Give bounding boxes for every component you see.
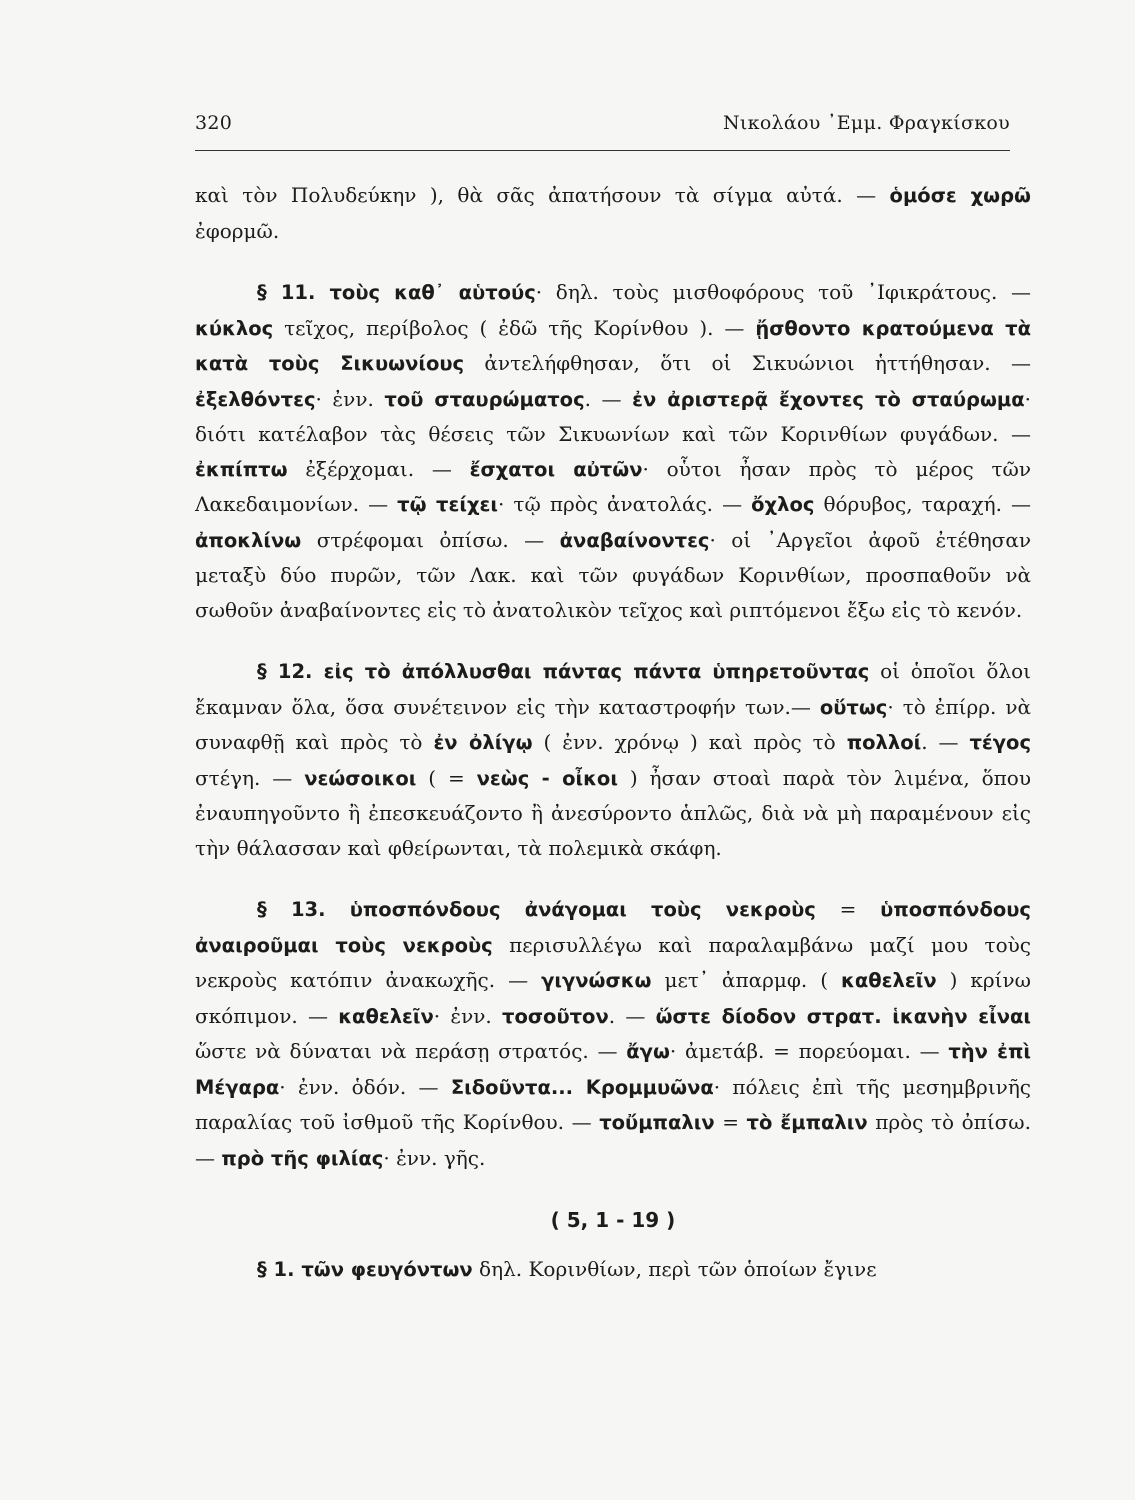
gloss-text: · τὸ ἐπίρρ. νὰ συναφθῇ καὶ πρὸς τὸ (195, 694, 1031, 754)
gloss-text: = (815, 897, 881, 921)
lemma-term: εἰς τὸ ἀπόλλυσθαι πάντας πάντα ὑπηρετοῦντας (323, 660, 870, 683)
lemma-term: § 11. (257, 281, 330, 304)
lemma-term: κύκλος (195, 316, 274, 340)
paragraph-1 (195, 178, 1031, 248)
gloss-text: · οἱ ᾿Αργεῖοι ἀφοῦ ἐτέθησαν μεταξὺ δύο πυρῶν, τῶν Λακ. καὶ τῶν φυγάδων Κορινθίων, προσπαθοῦν νὰ σωθοῦν ἀναβαίνοντες εἰς τὸ ἀνατολικὸν τεῖχος καὶ ριπτόμενοι ἔξω εἰς τὸ κενόν. (195, 527, 1031, 622)
gloss-text: ) ἦσαν στοαὶ παρὰ τὸν λιμένα, ὅπου ἐναυπηγοῦντο ἢ ἐπεσκευάζοντο ἢ ἀνεσύροντο ἁπλῶς, διὰ νὰ μὴ παραμένουν εἰς τὴν θάλασσαν καὶ φθείρωνται, τὰ πολεμικὰ σκάφη. (195, 765, 1031, 860)
gloss-text: ἐξέρχομαι. — (287, 456, 470, 481)
lemma-term: ὁμόσε χωρῶ (889, 184, 1032, 207)
lemma-term: τῶν φευγόντων (301, 1257, 473, 1281)
lemma-term: οὕτως (819, 695, 888, 719)
lemma-term: § 12. (257, 660, 324, 683)
gloss-text: μετ᾿ ἀπαρμφ. ( (651, 968, 842, 992)
lemma-term: ἐξελθόντες (195, 387, 316, 411)
lemma-term: Σιδοῦντα... Κρομμυῶνα (450, 1075, 714, 1099)
gloss-text: · ἐνν. ὁδόν. — (279, 1074, 451, 1099)
gloss-text: οἱ ὁποῖοι ὅλοι ἔκαμναν ὅλα, ὅσα συνέτεινον εἰς τὴν καταστροφήν των.— (195, 659, 1032, 719)
lemma-term: ἀναβαίνοντες (559, 528, 710, 552)
gloss-text: καὶ τὸν Πολυδεύκην ), θὰ σᾶς ἀπατήσουν τὰ σίγμα αὐτά. — (195, 183, 890, 207)
lemma-term: καθελεῖν (841, 969, 937, 992)
gloss-text: ) κρίνω σκόπιμον. — (195, 968, 1031, 1028)
gloss-text: στρέφομαι ὀπίσω. — (301, 527, 560, 552)
paragraph-section-1 (195, 1252, 1031, 1288)
lemma-term: § 13. (257, 898, 350, 921)
running-title: Νικολάου ᾿Εμμ. Φραγκίσκου (722, 112, 1010, 134)
gloss-text: · διότι κατέλαβον τὰς θέσεις τῶν Σικυωνίων καὶ τῶν Κορινθίων φυγάδων. — (195, 386, 1031, 446)
gloss-text: ἀντελήφθησαν, ὅτι οἱ Σικυώνιοι ἡττήθησαν. — (464, 351, 1031, 375)
gloss-text: · ἀμετάβ. = πορεύομαι. — (669, 1039, 949, 1063)
gloss-text: . — (921, 730, 970, 754)
gloss-text: · ἐνν. (433, 1003, 503, 1028)
lemma-term: τοὔμπαλιν (599, 1111, 715, 1134)
gloss-text: . — (608, 1003, 656, 1028)
page-number: 320 (195, 112, 233, 134)
gloss-text: · ἐνν. (315, 386, 385, 411)
lemma-term: τέγος (969, 731, 1032, 754)
paragraph-section-12 (195, 654, 1031, 865)
lemma-term: ὄχλος (751, 493, 815, 516)
lemma-term: νεὼς - οἶκοι (476, 766, 618, 790)
lemma-term: § 1. (257, 1257, 302, 1281)
gloss-text: · ἐνν. γῆς. (383, 1145, 486, 1170)
gloss-text: ἐφορμῶ. (195, 218, 280, 243)
lemma-term: ἐκπίπτω (195, 457, 288, 481)
lemma-term: γιγνώσκω (541, 969, 652, 992)
gloss-text: · οὗτοι ἦσαν πρὸς τὸ μέρος τῶν Λακεδαιμονίων. — (195, 456, 1032, 516)
lemma-term: πολλοί (846, 731, 922, 754)
lemma-term: νεώσοικοι (304, 766, 417, 790)
lemma-term: τοσοῦτον (502, 1004, 609, 1028)
section-heading: ( 5, 1 - 19 ) (550, 1208, 676, 1232)
gloss-text: = (714, 1110, 747, 1134)
lemma-term: ᾔσθοντο κρατούμενα τὰ κατὰ τοὺς Σικυωνίους (195, 316, 1031, 375)
lemma-term: τὴν ἐπὶ Μέγαρα (195, 1040, 1032, 1099)
gloss-text: ( ἐνν. χρόνῳ ) καὶ πρὸς τὸ (532, 730, 847, 754)
lemma-term: ἀποκλίνω (195, 528, 302, 552)
gloss-text: . — (584, 386, 633, 411)
lemma-term: ἐν ἀριστερᾷ ἔχοντες τὸ σταύρωμα (632, 387, 1025, 411)
gloss-text: · πόλεις ἐπὶ τῆς μεσημβρινῆς παραλίας τοῦ ἰσθμοῦ τῆς Κορίνθου. — (195, 1074, 1031, 1134)
lemma-term: ἐν ὀλίγῳ (433, 731, 533, 754)
gloss-text: περισυλλέγω καὶ παραλαμβάνω μαζί μου τοὺς νεκροὺς κατόπιν ἀνακωχῆς. — (195, 932, 1031, 992)
page-header (195, 112, 1010, 134)
commentary-body (195, 178, 1031, 1287)
gloss-text: θόρυβος, ταραχή. — (814, 492, 1032, 516)
gloss-text: τεῖχος, περίβολος ( ἐδῶ τῆς Κορίνθου ). — (273, 315, 756, 340)
gloss-text: · δηλ. τοὺς μισθοφόρους τοῦ ᾿Ιφικράτους. — (535, 280, 1031, 304)
lemma-term: ἄγω (626, 1040, 670, 1063)
lemma-term: ὥστε δίοδον στρατ. ἱκανὴν εἶναι (655, 1004, 1031, 1028)
gloss-text: στέγη. — (195, 765, 305, 790)
lemma-term: ἔσχατοι αὐτῶν (469, 457, 643, 481)
lemma-term: ὑποσπόνδους ἀναιροῦμαι τοὺς νεκροὺς (195, 898, 1031, 957)
lemma-term: πρὸ τῆς φιλίας (221, 1146, 384, 1170)
lemma-term: τὸ ἔμπαλιν (746, 1111, 868, 1134)
lemma-term: τοὺς καθ᾿ αὑτούς (329, 281, 536, 304)
paragraph-section-13 (195, 892, 1031, 1176)
gloss-text: · τῷ πρὸς ἀνατολάς. — (497, 492, 752, 516)
gloss-text: ( = (416, 765, 477, 790)
gloss-text: πρὸς τὸ ὀπίσω. — (195, 1110, 1031, 1170)
gloss-text: ὥστε νὰ δύναται νὰ περάσῃ στρατός. — (195, 1039, 627, 1063)
paragraph-section-11 (195, 275, 1031, 627)
lemma-term: ὑποσπόνδους ἀνάγομαι τοὺς νεκροὺς (349, 898, 816, 921)
lemma-term: τῷ τείχει (397, 493, 498, 516)
gloss-text: δηλ. Κορινθίων, περὶ τῶν ὁποίων ἔγινε (472, 1256, 877, 1281)
lemma-term: καθελεῖν (338, 1004, 434, 1028)
header-rule (195, 150, 1010, 151)
lemma-term: τοῦ σταυρώματος (384, 387, 585, 411)
